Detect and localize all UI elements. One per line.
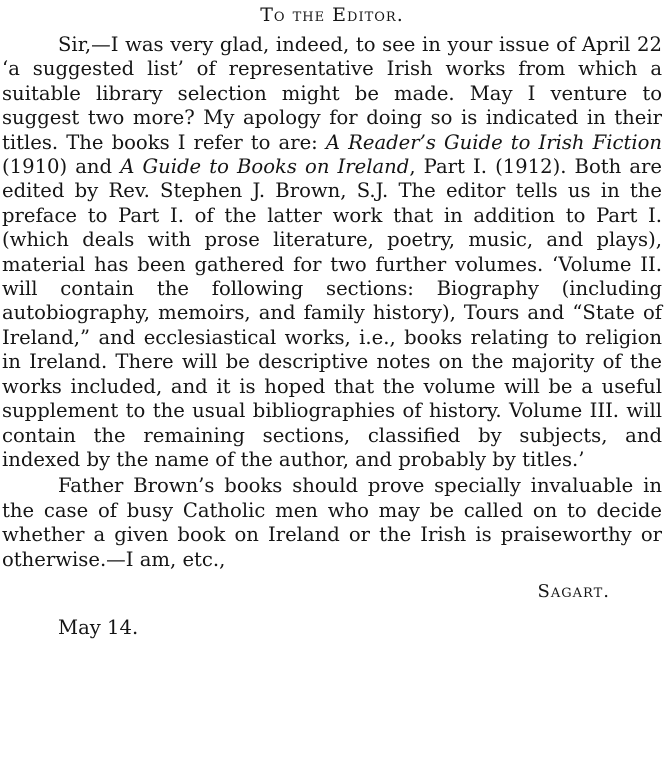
paragraph-2: Father Brown’s books should prove specially invaluable in the case of busy Catholic men who may be called on to decide whether a given book on Ireland or the Irish is praiseworthy or otherwise.—I am, etc., xyxy=(2,474,662,571)
paragraph-1 xyxy=(2,33,662,472)
book-title-readers-guide: A Reader’s Guide to Irish Fiction xyxy=(325,130,663,154)
letter-date: May 14. xyxy=(58,615,139,639)
letter-page xyxy=(0,2,664,766)
signature: Sagart. xyxy=(537,580,610,602)
paragraph-1-part-1: Sir,—I was very glad, indeed, to see in your issue of April 22 ‘a suggested list’ of representative Irish works from which a suitable library selection might be made. May I venture to suggest two more? My apology for doing so is indicated in their titles. The books I refer to are: xyxy=(2,33,662,154)
letter-heading: To the Editor. xyxy=(260,4,404,26)
book-title-guide-to-books: A Guide to Books on Ireland xyxy=(120,155,410,179)
paragraph-1-part-2: (1910) and xyxy=(2,155,121,179)
letter-body xyxy=(2,33,662,572)
paragraph-1-part-3: , Part I. (1912). Both are edited by Rev. Stephen J. Brown, S.J. The editor tells us in the preface to Part I. of the latter work that in addition to Part I. (which deals with prose literature, poetry, music, and plays), material has been gathered for two further volumes. ‘Volume II. will contain the following sections: Biography (including autobiography, memoirs, and family history), Tours and “State of Ireland,” and ecclesiastical works, i.e., books relating to religion in Ireland. There will be descriptive notes on the majority of the works included, and it is hoped that the volume will be a useful supplement to the usual bibliographies of history. Volume III. will contain the remaining sections, classified by subjects, and indexed by the name of the author, and probably by titles.’ xyxy=(2,155,662,471)
